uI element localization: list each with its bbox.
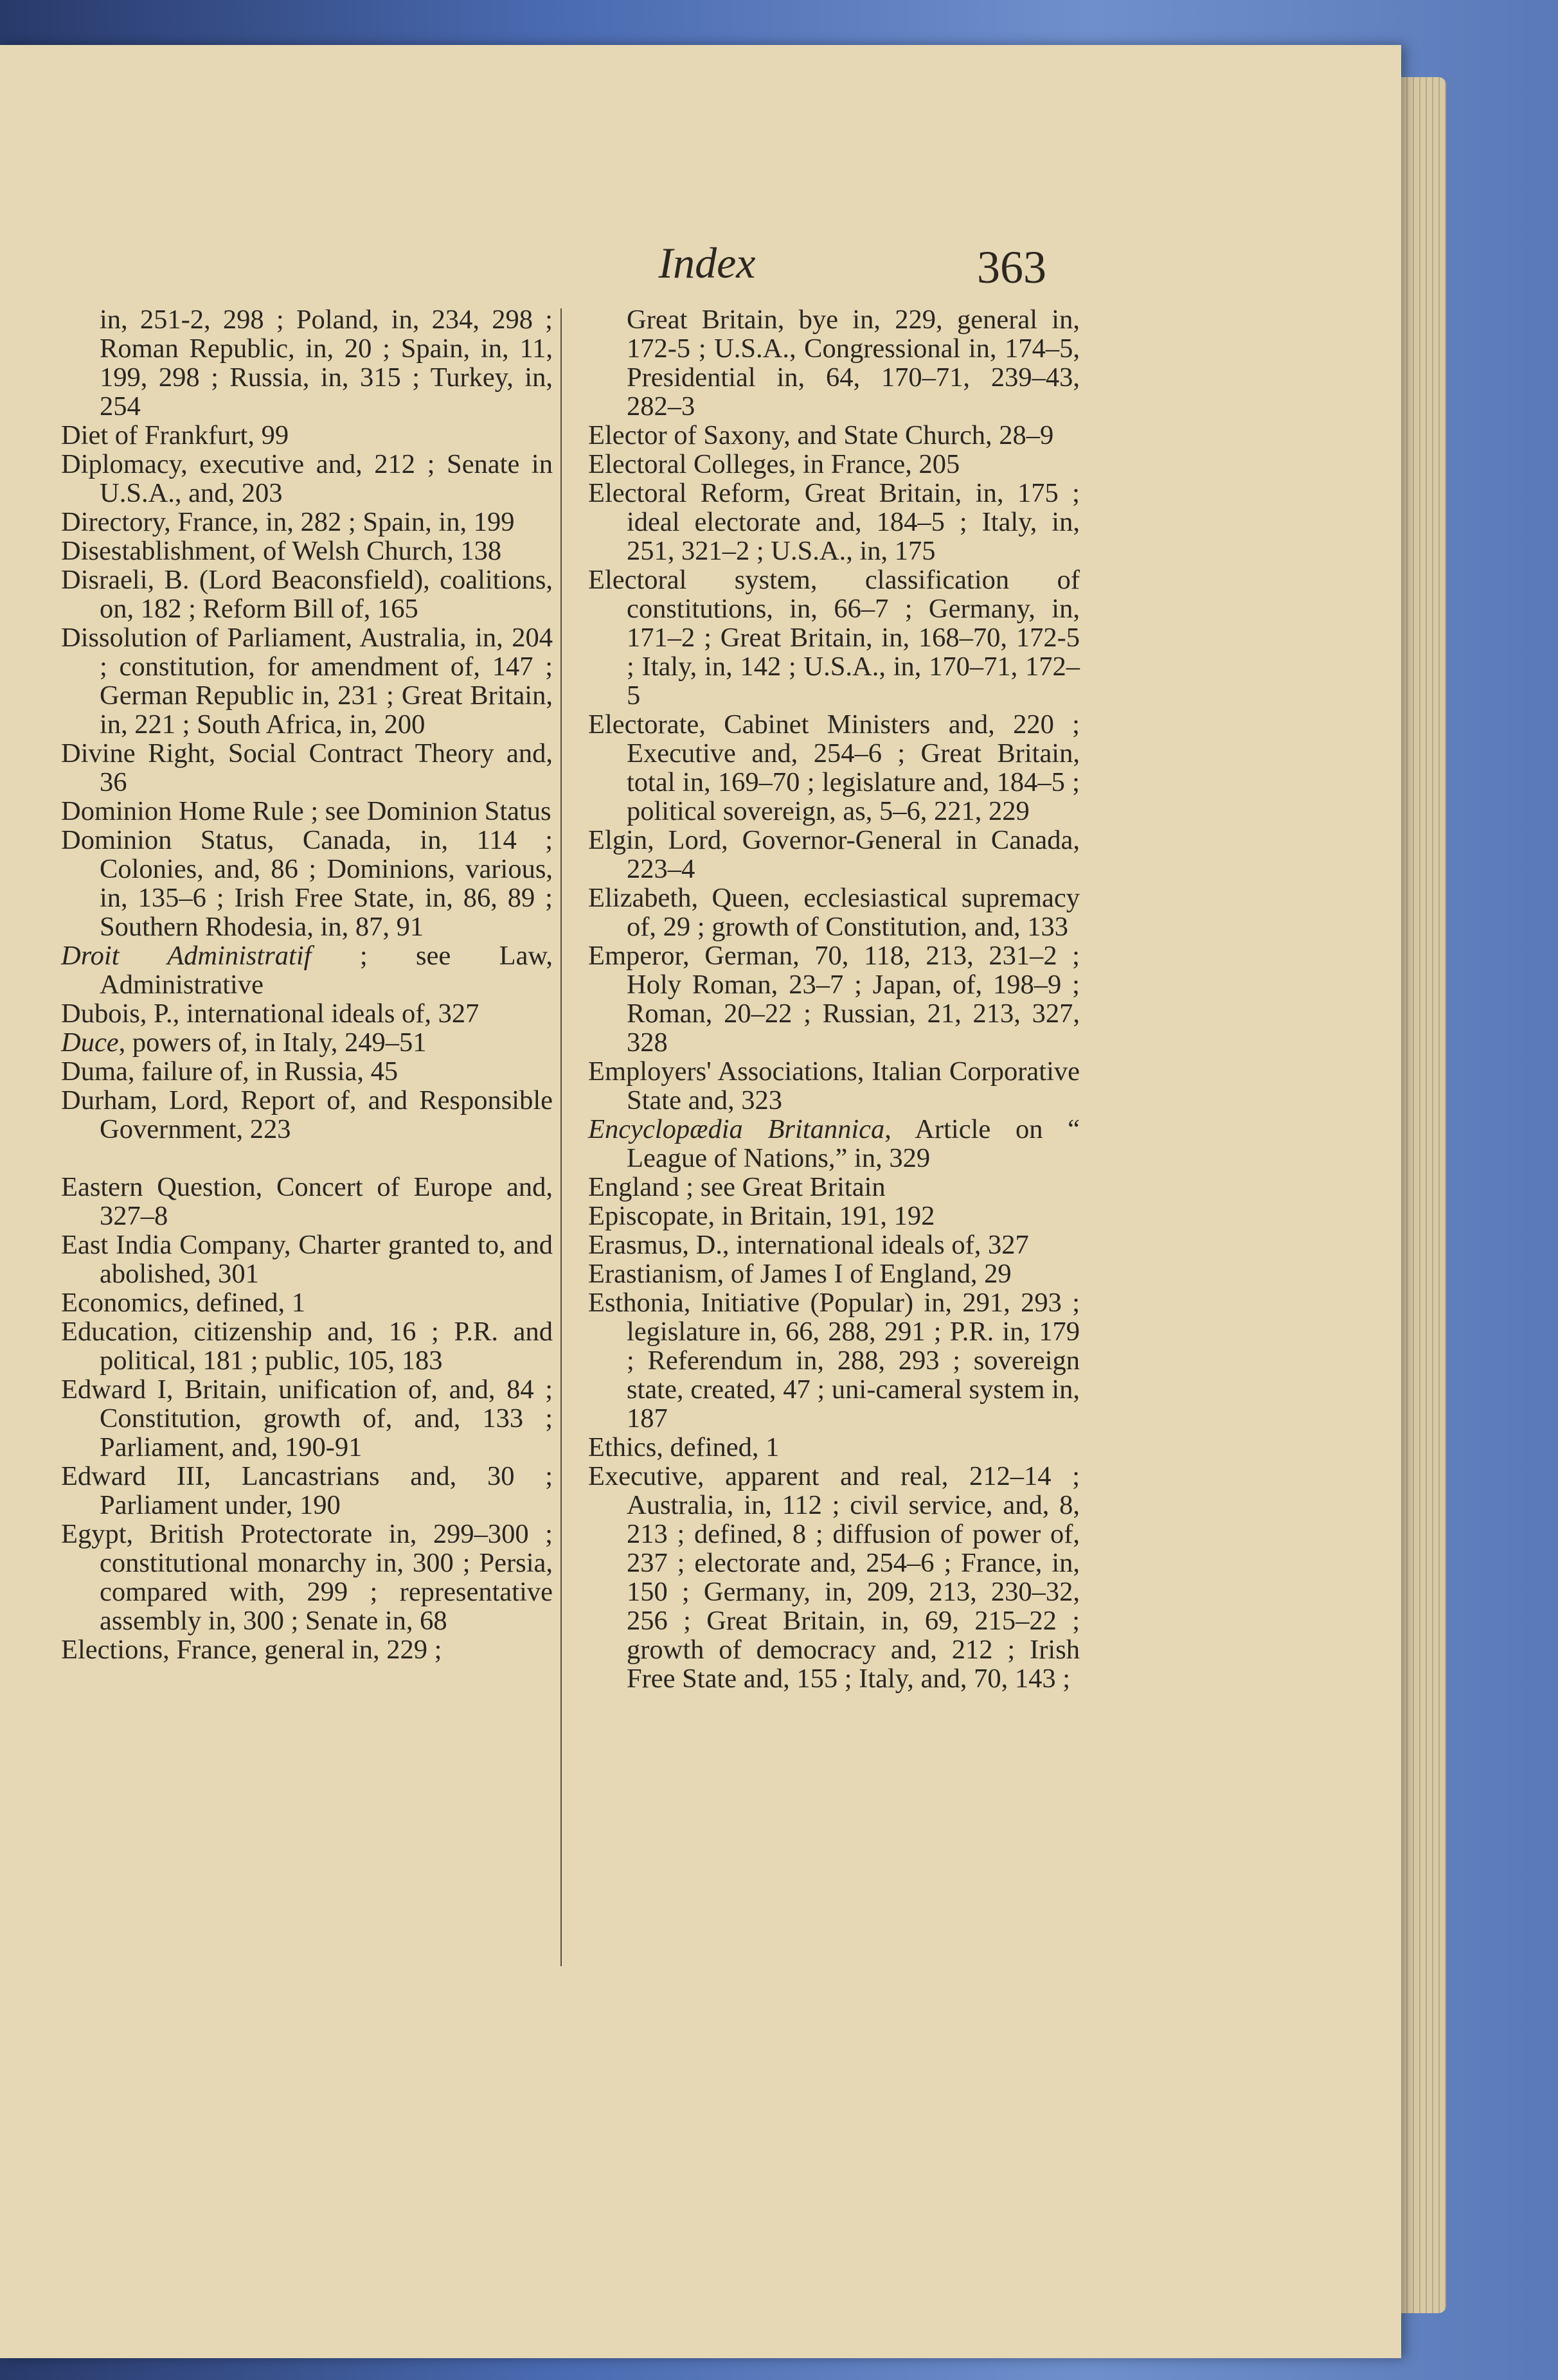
column-divider bbox=[560, 308, 562, 1966]
index-entry-text: Disestablishment, of Welsh Church, 138 bbox=[61, 536, 502, 566]
index-entry-text: Electorate, Cabinet Ministers and, 220 ; Executive and, 254–6 ; Great Britain, total in, 169–70 ; legislature and, 184–5 ; political sovereign, as, 5–6, 221, 229 bbox=[588, 709, 1080, 826]
index-entry bbox=[588, 1462, 1080, 1693]
index-entry bbox=[61, 1520, 553, 1635]
index-entry-text: Elections, France, general in, 229 ; bbox=[61, 1635, 442, 1665]
page-number: 363 bbox=[977, 242, 1046, 293]
index-entry bbox=[588, 421, 1080, 450]
index-entry-italic-term: Duce bbox=[61, 1027, 119, 1058]
index-entry bbox=[61, 421, 553, 450]
index-entry bbox=[61, 797, 553, 826]
index-entry-italic-term: Encyclopædia Britannica bbox=[588, 1114, 885, 1144]
index-entry bbox=[61, 450, 553, 508]
index-entry-text: East India Company, Charter granted to, and abolished, 301 bbox=[61, 1230, 553, 1289]
index-entry bbox=[588, 565, 1080, 710]
index-entry-text: Erasmus, D., international ideals of, 327 bbox=[588, 1230, 1029, 1260]
index-entry bbox=[61, 537, 553, 565]
index-entry-text: Education, citizenship and, 16 ; P.R. and political, 181 ; public, 105, 183 bbox=[61, 1317, 553, 1376]
index-entry-text: Divine Right, Social Contract Theory and, 36 bbox=[61, 738, 553, 797]
index-entry bbox=[588, 305, 1080, 421]
index-entry-text: England ; see Great Britain bbox=[588, 1172, 886, 1202]
index-entry-text: Emperor, German, 70, 118, 213, 231–2 ; Holy Roman, 23–7 ; Japan, of, 198–9 ; Roman, 20–22 ; Russian, 21, 213, 327, 328 bbox=[588, 941, 1080, 1058]
index-entry-text: Electoral Reform, Great Britain, in, 175 ; ideal electorate and, 184–5 ; Italy, in, 251, 321–2 ; U.S.A., in, 175 bbox=[588, 478, 1080, 566]
index-entry-text: Egypt, British Protectorate in, 299–300 ; constitutional monarchy in, 300 ; Persia, compared with, 299 ; representative assembly in, 300 ; Senate in, 68 bbox=[61, 1519, 553, 1636]
index-entry-text: Esthonia, Initiative (Popular) in, 291, 293 ; legislature in, 66, 288, 291 ; P.R. in, 179 ; Referendum in, 288, 293 ; sovereign state, created, 47 ; uni-cameral system in, 187 bbox=[588, 1288, 1080, 1434]
section-gap bbox=[61, 1144, 553, 1173]
index-entry-text: Dissolution of Parliament, Australia, in, 204 ; constitution, for amendment of, 147 ; German Republic in, 231 ; Great Britain, in, 221 ; South Africa, in, 200 bbox=[61, 623, 553, 740]
index-entry bbox=[588, 826, 1080, 884]
index-entry-text: Durham, Lord, Report of, and Responsible Government, 223 bbox=[61, 1085, 553, 1144]
index-entry-text: Elizabeth, Queen, ecclesiastical supremacy of, 29 ; growth of Constitution, and, 133 bbox=[588, 883, 1080, 942]
index-entry-text: Elgin, Lord, Governor-General in Canada, 223–4 bbox=[588, 825, 1080, 884]
index-entry bbox=[61, 508, 553, 537]
index-entry-text: Diplomacy, executive and, 212 ; Senate in U.S.A., and, 203 bbox=[61, 449, 553, 508]
index-entry bbox=[61, 565, 553, 623]
index-entry-text: Duma, failure of, in Russia, 45 bbox=[61, 1056, 398, 1087]
index-entry bbox=[61, 739, 553, 797]
index-entry-text: Edward I, Britain, unification of, and, 84 ; Constitution, growth of, and, 133 ; Parliament, and, 190-91 bbox=[61, 1374, 553, 1462]
index-entry bbox=[61, 1462, 553, 1520]
index-entry bbox=[588, 1115, 1080, 1173]
index-entry bbox=[588, 1057, 1080, 1115]
index-column-left bbox=[61, 305, 553, 1664]
index-entry bbox=[61, 826, 553, 941]
index-entry-text: Directory, France, in, 282 ; Spain, in, 199 bbox=[61, 507, 515, 537]
index-entry bbox=[588, 1173, 1080, 1202]
index-entry-text: Elector of Saxony, and State Church, 28–9 bbox=[588, 420, 1054, 450]
index-entry-text: Disraeli, B. (Lord Beaconsfield), coalitions, on, 182 ; Reform Bill of, 165 bbox=[61, 565, 553, 624]
running-head-title: Index bbox=[658, 238, 756, 287]
index-entry bbox=[61, 1173, 553, 1230]
index-entry bbox=[588, 1288, 1080, 1433]
index-entry-text: Executive, apparent and real, 212–14 ; Australia, in, 112 ; civil service, and, 8, 213 ; defined, 8 ; diffusion of power of, 237 ; electorate and, 254–6 ; France, in, 150 ; Germany, in, 209, 213, 230–32, 256 ; Great Britain, in, 69, 215–22 ; growth of democracy and, 212 ; Irish Free State and, 155 ; Italy, and, 70, 143 ; bbox=[588, 1461, 1080, 1694]
index-entry-italic-term: Droit Administratif bbox=[61, 941, 312, 971]
index-entry bbox=[61, 1086, 553, 1144]
index-entry-text: Dominion Status, Canada, in, 114 ; Colonies, and, 86 ; Dominions, various, in, 135–6 ; Irish Free State, in, 86, 89 ; Southern Rhodesia, in, 87, 91 bbox=[61, 825, 553, 942]
index-entry-text: ; see Law, Administrative bbox=[100, 941, 553, 1000]
index-entry-text: Electoral Colleges, in France, 205 bbox=[588, 449, 960, 479]
index-entry-text: in, 251-2, 298 ; Poland, in, 234, 298 ; Roman Republic, in, 20 ; Spain, in, 11, 199, 298 ; Russia, in, 315 ; Turkey, in, 254 bbox=[100, 305, 553, 422]
index-entry-text: , Article on “ League of Nations,” in, 329 bbox=[627, 1114, 1080, 1173]
index-entry bbox=[588, 941, 1080, 1057]
index-entry-text: Dominion Home Rule ; see Dominion Status bbox=[61, 796, 551, 826]
index-entry bbox=[61, 623, 553, 739]
index-entry bbox=[588, 450, 1080, 479]
index-entry-text: Dubois, P., international ideals of, 327 bbox=[61, 999, 479, 1029]
index-entry-text: Eastern Question, Concert of Europe and, 327–8 bbox=[61, 1172, 553, 1231]
index-entry bbox=[588, 1202, 1080, 1230]
index-entry bbox=[61, 305, 553, 421]
index-entry-text: Economics, defined, 1 bbox=[61, 1288, 306, 1318]
index-entry bbox=[61, 1375, 553, 1462]
index-entry-text: Great Britain, bye in, 229, general in, 172-5 ; U.S.A., Congressional in, 174–5, Presidential in, 64, 170–71, 239–43, 282–3 bbox=[627, 305, 1080, 422]
index-entry bbox=[61, 1057, 553, 1086]
index-entry bbox=[61, 1635, 553, 1664]
index-entry bbox=[588, 479, 1080, 565]
index-entry bbox=[61, 1028, 553, 1057]
index-entry-text: Episcopate, in Britain, 191, 192 bbox=[588, 1201, 935, 1231]
index-entry bbox=[588, 1230, 1080, 1259]
index-entry bbox=[61, 941, 553, 999]
index-entry-text: Electoral system, classification of constitutions, in, 66–7 ; Germany, in, 171–2 ; Great Britain, in, 168–70, 172-5 ; Italy, in, 142 ; U.S.A., in, 170–71, 172–5 bbox=[588, 565, 1080, 711]
index-entry bbox=[61, 999, 553, 1028]
index-entry-text: Diet of Frankfurt, 99 bbox=[61, 420, 289, 450]
index-entry-text: Edward III, Lancastrians and, 30 ; Parliament under, 190 bbox=[61, 1461, 553, 1520]
index-entry bbox=[61, 1317, 553, 1375]
index-entry bbox=[588, 1259, 1080, 1288]
index-entry bbox=[588, 884, 1080, 941]
index-entry bbox=[61, 1288, 553, 1317]
index-entry bbox=[588, 1433, 1080, 1462]
index-entry-text: Ethics, defined, 1 bbox=[588, 1432, 780, 1462]
index-column-right bbox=[588, 305, 1080, 1693]
index-entry-text: , powers of, in Italy, 249–51 bbox=[118, 1027, 427, 1058]
index-entry bbox=[61, 1230, 553, 1288]
index-entry bbox=[588, 710, 1080, 826]
index-entry-text: Employers' Associations, Italian Corporative State and, 323 bbox=[588, 1056, 1080, 1115]
book-page bbox=[0, 45, 1401, 2358]
index-entry-text: Erastianism, of James I of England, 29 bbox=[588, 1259, 1012, 1289]
